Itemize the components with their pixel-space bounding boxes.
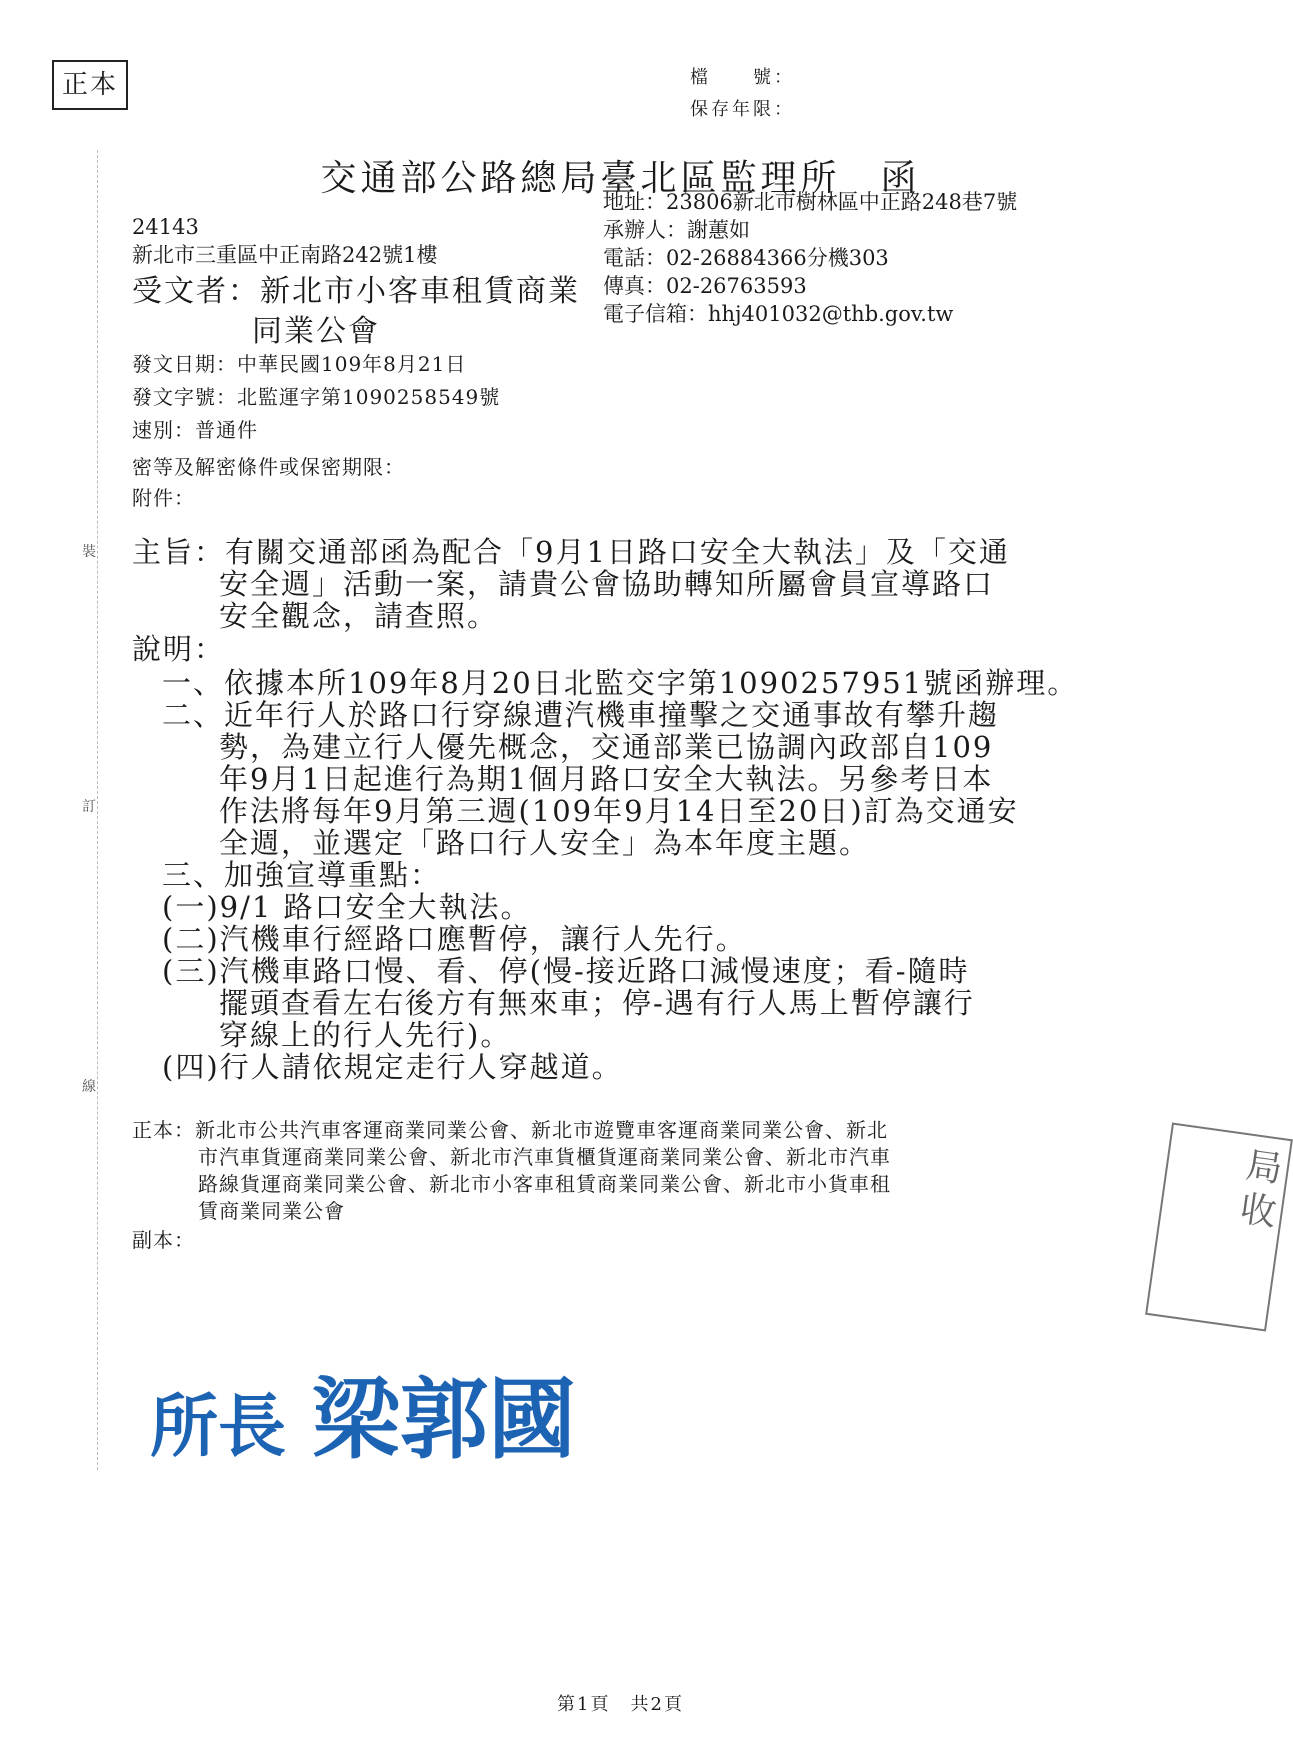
copy-recipients: 副本： <box>132 1228 195 1252</box>
issue-number: 發文字號：北監運字第1090258549號 <box>132 385 501 409</box>
recipient-line-1: 受文者：新北市小客車租賃商業 <box>132 274 580 309</box>
subject-line-3: 安全觀念，請查照。 <box>219 599 499 633</box>
explanation-item-1: 一、依據本所109年8月20日北監交字第1090257951號函辦理。 <box>162 666 1079 700</box>
explanation-subitem-3-cont: 擺頭查看左右後方有無來車；停-遇有行人馬上暫停讓行 <box>219 986 975 1020</box>
secrecy-level: 密等及解密條件或保密期限： <box>132 455 405 479</box>
original-recipients-line-1: 正本：新北市公共汽車客運商業同業公會、新北市遊覽車客運商業同業公會、新北 <box>132 1118 888 1142</box>
explanation-subitem-3: (三)汽機車路口慢、看、停(慢-接近路口減慢速度；看-隨時 <box>162 954 970 988</box>
explanation-label: 說明： <box>132 632 226 666</box>
explanation-item-3: 三、加強宣導重點： <box>162 858 442 892</box>
explanation-item-2-cont: 作法將每年9月第三週(109年9月14日至20日)訂為交通安 <box>219 794 1019 828</box>
sender-handler: 承辦人：謝蕙如 <box>603 218 750 242</box>
sender-email: 電子信箱：hhj401032@thb.gov.tw <box>603 302 954 326</box>
original-recipients-line-3: 路線貨運商業同業公會、新北市小客車租賃商業同業公會、新北市小貨車租 <box>198 1172 891 1196</box>
director-signature-stamp <box>150 1367 577 1471</box>
subject-line-1: 主旨：有關交通部函為配合「9月1日路口安全大執法」及「交通 <box>132 535 1010 569</box>
original-recipients-line-2: 市汽車貨運商業同業公會、新北市汽車貨櫃貨運商業同業公會、新北市汽車 <box>198 1145 891 1169</box>
subject-line-2: 安全週」活動一案，請貴公會協助轉知所屬會員宣導路口 <box>219 567 995 601</box>
original-recipients-line-4: 賃商業同業公會 <box>198 1199 345 1223</box>
sender-phone: 電話：02-26884366分機303 <box>603 246 889 270</box>
issue-date: 發文日期：中華民國109年8月21日 <box>132 352 467 376</box>
recipient-postcode: 24143 <box>132 215 199 239</box>
retention-period-label: 保存年限： <box>690 99 795 120</box>
received-stamp: 局收 <box>1145 1122 1293 1331</box>
binding-mark-line: 線 <box>82 1079 96 1095</box>
signature-title: 所長 <box>150 1387 287 1467</box>
explanation-subitem-1: (一)9/1 路口安全大執法。 <box>162 890 532 924</box>
page-number: 第1頁 共2頁 <box>557 1694 684 1715</box>
explanation-item-2-cont: 年9月1日起進行為期1個月路口安全大執法。另參考日本 <box>219 762 994 796</box>
signature-name: 梁郭國 <box>312 1367 577 1471</box>
explanation-item-2: 二、近年行人於路口行穿線遭汽機車撞擊之交通事故有攀升趨 <box>162 698 1000 732</box>
sender-fax: 傳真：02-26763593 <box>603 274 807 298</box>
sender-address: 地址：23806新北市樹林區中正路248巷7號 <box>603 190 1018 214</box>
explanation-item-2-cont: 勢，為建立行人優先概念，交通部業已協調內政部自109 <box>219 730 994 764</box>
document-title: 交通部公路總局臺北區監理所 函 <box>320 158 921 199</box>
original-copy-badge: 正本 <box>52 60 128 110</box>
recipient <box>132 272 580 352</box>
delivery-speed: 速別：普通件 <box>132 418 258 442</box>
binding-mark-staple: 訂 <box>82 799 96 815</box>
binding-mark-bind: 裝 <box>82 544 96 560</box>
file-number-label: 檔 號： <box>690 67 795 88</box>
explanation-subitem-2: (二)汽機車行經路口應暫停，讓行人先行。 <box>162 922 747 956</box>
explanation-subitem-3-cont: 穿線上的行人先行)。 <box>219 1018 512 1052</box>
recipient-line-2: 同業公會 <box>252 314 380 349</box>
explanation-subitem-4: (四)行人請依規定走行人穿越道。 <box>162 1050 623 1084</box>
binding-margin-line <box>97 150 98 1470</box>
recipient-address: 新北市三重區中正南路242號1樓 <box>132 243 438 267</box>
explanation-item-2-cont: 全週，並選定「路口行人安全」為本年度主題。 <box>219 826 871 860</box>
attachment: 附件： <box>132 486 195 510</box>
recipient-address-block <box>132 213 437 269</box>
sender-contact <box>603 188 1017 328</box>
